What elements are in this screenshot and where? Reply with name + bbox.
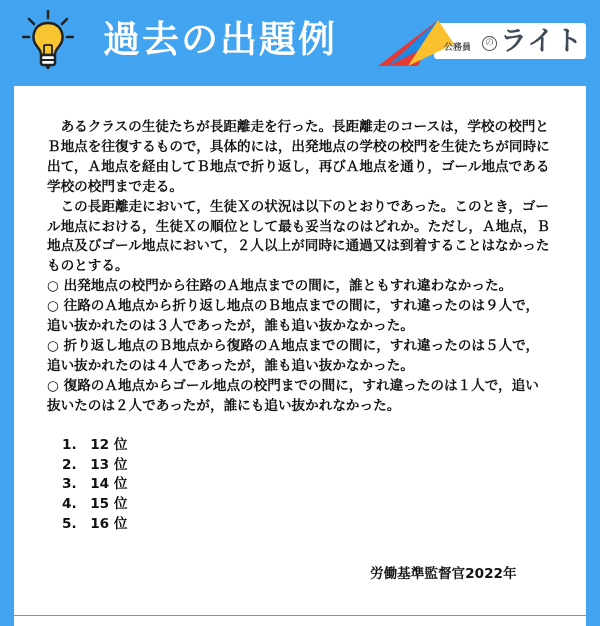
condition-item: ○ 復路のＡ地点からゴール地点の校門までの間に，すれ違ったのは１人で，追い抜いたのは２人であったが，誰にも追い抜かれなかった。 bbox=[47, 377, 539, 414]
question-paragraph-2: この長距離走において，生徒Ｘの状況は以下のとおりであった。このとき，ゴール地点における，生徒Ｘの順位として最も妥当なのはどれか。ただし，Ａ地点，Ｂ地点及びゴール地点において，２人以上が同時に通過又は到着することはなかったものとする。 bbox=[47, 198, 550, 275]
panel-divider bbox=[14, 615, 586, 616]
condition-item: ○ 出発地点の校門から往路のＡ地点までの間に，誰ともすれ違わなかった。 bbox=[47, 278, 513, 295]
answer-choice-2: 2. 13 位 bbox=[62, 456, 128, 473]
lightbulb-icon bbox=[22, 9, 74, 71]
brand-logo bbox=[378, 14, 588, 66]
logo-particle: の bbox=[482, 36, 497, 51]
answer-choice-3: 3. 14 位 bbox=[62, 476, 128, 493]
logo-subtext: 公務員 bbox=[444, 43, 472, 53]
logo-wordmark: ライト bbox=[500, 26, 584, 57]
condition-item: ○ 折り返し地点のＢ地点から復路のＡ地点までの間に，すれ違ったのは５人で，追い抜かれたのは４人であったが，誰も追い抜かなかった。 bbox=[47, 337, 540, 374]
question-text bbox=[47, 118, 552, 535]
page-title: 過去の出題例 bbox=[103, 18, 337, 61]
header-bar bbox=[0, 0, 600, 86]
answer-choice-4: 4. 15 位 bbox=[62, 496, 128, 513]
spacer bbox=[47, 417, 552, 436]
answer-choice-1: 1. 12 位 bbox=[62, 436, 128, 453]
exam-source: 労働基準監督官2022年 bbox=[370, 566, 517, 582]
answer-choice-5: 5. 16 位 bbox=[62, 516, 128, 533]
condition-item: ○ 往路のＡ地点から折り返し地点のＢ地点までの間に，すれ違ったのは９人で，追い抜かれたのは３人であったが，誰も追い抜かなかった。 bbox=[47, 298, 540, 335]
question-paragraph-1: あるクラスの生徒たちが長距離走を行った。長距離走のコースは，学校の校門とＢ地点を往復するもので，具体的には，出発地点の学校の校門を生徒たちが同時に出て，Ａ地点を経由してＢ地点で折り返し，再びＡ地点を通り，ゴール地点である学校の校門まで走る。 bbox=[47, 119, 550, 195]
